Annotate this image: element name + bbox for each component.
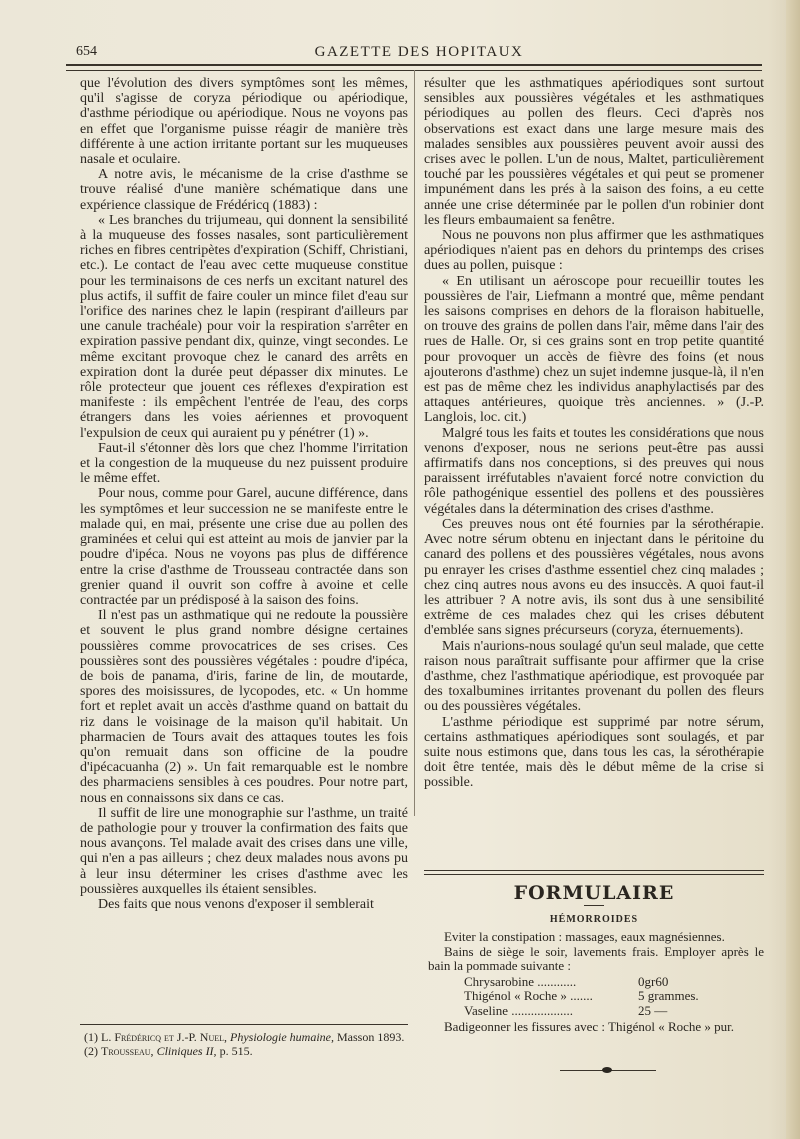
footnote-rest: p. 515. [219,1044,253,1058]
ingredient-name: Chrysarobine ............ [464,973,577,989]
footnote-rule [80,1024,408,1026]
formulaire-body [428,930,764,1034]
footnote-authors: Trousseau, [101,1044,154,1058]
left-column [80,76,408,912]
footnote-rest: Masson 1893. [337,1030,405,1044]
footnote-number: (2) [84,1044,98,1058]
paragraph: Pour nous, comme pour Garel, aucune différence, dans les symptômes et leur succession ne se manifeste entre le malade qui, en mai, présente une crise due au pollen des graminées et celui qui est atteint au mois de janvier par la poudre d'ipéca. Nous ne voyons pas plus de différence entre la crise d'asthme de Trousseau contractée dans son grenier quand il ouvrit son coffre à avoine et celle contractée par un prédisposé à la saison des foins. [80,486,408,608]
page-header [76,44,762,62]
ingredient-quantity: 0gr60 [638,973,669,989]
ingredient-name: Thigénol « Roche » ....... [464,988,593,1004]
formulaire-title: FORMULAIRE [513,882,675,904]
paragraph: « En utilisant un aéroscope pour recueillir toutes les poussières de l'air, Liefmann a montré que, même pendant les saisons comprises en dehors de la floraison habituelle, on trouve des grains de pollen dans l'air, même dans l'air des rues de Halle. Or, si ces grains sont en trop petite quantité pour provoquer un accès de fièvre des foins (et nous ajouterons d'asthme) chez un sujet indemne jusque-là, il n'en est pas de même chez les individus anaphylactisés par des attaques antérieures, quoique très anciennes. » (J.-P. Langlois, loc. cit.) [424,273,764,426]
recipe [428,975,764,1019]
paragraph: Il suffit de lire une monographie sur l'asthme, un traité de pathologie pour y trouver la confirmation des faits que nous avançons. Tel malade avait des crises dans une ville, qui n'en a pas ailleurs ; chez deux malades nous avons pu à leur insu déterminer les crises d'asthme avec les poussières auxquelles ils étaient sensibles. [80,805,408,897]
recipe-row [428,989,764,1004]
journal-title: GAZETTE DES HOPITAUX [314,44,524,60]
paragraph: Des faits que nous venons d'exposer il semblerait [98,896,374,912]
footnote-work: Cliniques II, [156,1044,217,1058]
formulaire-closing: Badigeonner les fissures avec : Thigénol « Roche » pur. [444,1018,735,1034]
paragraph: Nous ne pouvons non plus affirmer que les asthmatiques apériodiques n'aient pas en dehors du printemps des crises dues au pollen, puisque : [424,228,764,274]
ingredient-quantity: 25 — [638,1002,668,1018]
formulaire-intro: Bains de siège le soir, lavements frais. Employer après le bain la pommade suivante : [428,943,764,974]
paragraph: que l'évolution des divers symptômes sont les mêmes, qu'il s'agisse de coryza périodique ou apériodique, d'asthme périodique ou apériodique. Nous ne voyons pas en effet que l'organisme puisse réagir de manière très différente à une action irritante portant sur les muqueuses nasale et oculaire. [80,76,408,168]
paragraph: Malgré tous les faits et toutes les considérations que nous venons d'exposer, nous ne serions peut-être pas aussi affirmatifs dans nos conceptions, si des preuves qui nous paraissent irréfutables n'avaient forcé notre conviction du rôle pathogénique essentiel des pollens et des poussières végétales dans la détermination des crises d'asthme. [424,425,764,517]
recipe-row [428,975,764,990]
paragraph: résulter que les asthmatiques apériodiques sont surtout sensibles aux poussières végétales et les asthmatiques périodiques au pollen des fleurs. Ceci d'après nos observations est exact dans une large mesure mais des malades sensibles aux poussières peuvent avoir aussi des crises avec le pollen. L'un de nous, Maltet, particulièrement touché par les poussières végétales et qui peut se promener impunément dans les prés à la saison des foins, a eu cette année une crise déterminée par le pollen d'un robinier dont les fleurs embaumaient sa fenêtre. [424,76,764,228]
paragraph: « Les branches du trijumeau, qui donnent la sensibilité à la muqueuse des fosses nasales, sont particulièrement riches en fibres centripètes d'expiration (Schiff, Christiani, etc.). Le contact de l'eau avec cette muqueuse constitue pour les terminaisons de ces nerfs un excitant naturel des plus actifs, il suffit de faire couler un mince filet d'eau sur l'orifice des narines chez le lapin (respirant d'ailleurs par une canule trachéale) pour voir la respiration s'arrêter en expiration passive pendant dix, quinze, vingt secondes. Le même excitant provoque chez le canard des arrêts en expiration dont la durée peut dépasser dix minutes. Le rôle protecteur que jouent ces réflexes d'expiration est manifeste : ils empêchent l'entrée de l'eau, des corps étrangers dans les voies aériennes et provoquent l'expulsion de ceux qui auraient pu y pénétrer (1) ». [80,212,408,441]
recipe-row [428,1004,764,1019]
paragraph: Mais n'aurions-nous soulagé qu'un seul malade, que cette raison nous paraîtrait suffisante pour affirmer que la crise d'asthme, chez l'asthmatique apériodique, est provoquée par des toxalbumines irritantes provenant du pollen des fleurs ou des poussières végétales. [424,638,764,715]
paragraph: Il n'est pas un asthmatique qui ne redoute la poussière et souvent le plus grand nombre désigne certaines poussières comme provocatrices de ses crises. Ces poussières sont des poussières végétales : poudre d'ipéca, de bois de panama, d'iris, farine de lin, de moutarde, spores des moisissures, de lycopodes, etc. « Un homme fort et replet avait un accès d'asthme quand on battait du riz dans le voisinage de la maison qu'il habitait. Un pharmacien de Tours avait des attaques toutes les fois qu'on remuait dans son officine de la poudre d'ipécacuanha (2) ». Un fait remarquable est le nombre des pharmaciens sensibles à ces poudres. Pour notre part, nous en connaissons six dans ce cas. [80,608,408,806]
footnote-work: Physiologie humaine, [230,1030,334,1044]
section-rule [424,870,764,875]
ingredient-quantity: 5 grammes. [638,988,699,1004]
right-column [424,76,764,791]
footnote-number: (1) [84,1030,98,1044]
ingredient-name: Vaseline ................... [464,1002,574,1018]
paragraph: L'asthme périodique est supprimé par notre sérum, certains asthmatiques apériodiques sont soulagés, et par suite nous estimons que, dans tous les cas, la sérothérapie doit être tentée, mais dès le début même de la crise si possible. [424,714,764,791]
end-ornament [602,1067,612,1073]
footnote [84,1030,408,1044]
page-number: 654 [76,44,97,59]
footnote [84,1044,408,1058]
paragraph: A notre avis, le mécanisme de la crise d'asthme se trouve réalisé d'une manière schématique dans une expérience classique de Frédéricq (1883) : [80,167,408,213]
title-underline [584,905,604,906]
footnote-authors: L. Frédéricq et J.-P. Nuel, [101,1030,228,1044]
formulaire-intro: Eviter la constipation : massages, eaux magnésiennes. [444,929,725,944]
formulaire-heading: HÉMORROIDES [549,914,639,925]
column-divider [414,70,415,816]
paragraph: Ces preuves nous ont été fournies par la sérothérapie. Avec notre sérum obtenu en injectant dans le péritoine du canard des pollens et des poussières végétales, nous avons pu enrayer les crises d'asthme essentiel chez cinq malades ; chez cinq autres nous avons eu des insuccès. A quoi faut-il les attribuer ? A notre avis, ils sont dus à une sensibilité extrême de ces malades chez qui les crises débutent d'emblée sans signes précurseurs (coryza, éternuements). [424,516,764,639]
paragraph: Faut-il s'étonner dès lors que chez l'homme l'irritation et la congestion de la muqueuse du nez puissent produire le même effet. [80,440,408,487]
footnotes [84,1030,408,1058]
page-edge [786,0,800,1139]
